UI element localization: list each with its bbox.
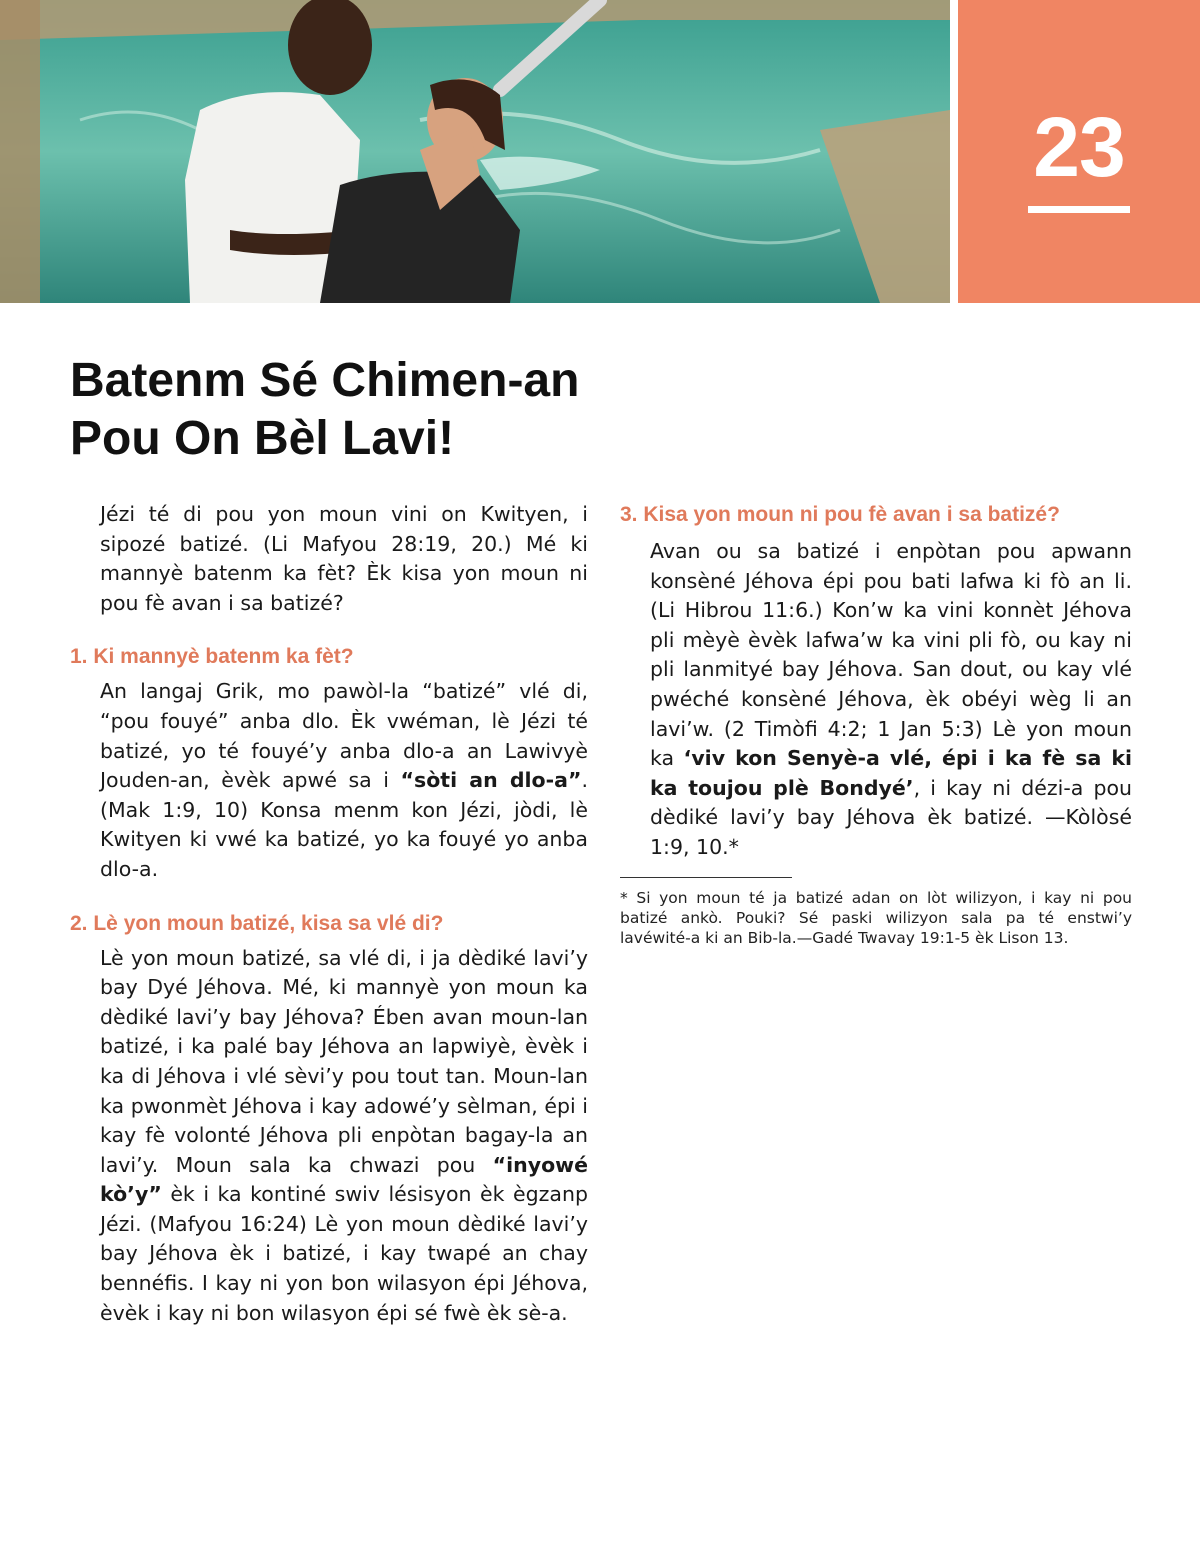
question-3-paragraph [620, 537, 1132, 863]
question-2-bold-quote: “inyowé kò’y” [100, 1152, 588, 1207]
lesson-number: 23 [1033, 100, 1125, 194]
question-3-bold-quote: ‘viv kon Senyè-a vlé, épi i ka fè sa ki ka toujou plè Bondyé’ [650, 746, 1133, 800]
question-1-text: An langaj Grik, mo pawòl-la “batizé” vlé di, “pou fouyé” anba dlo. Èk vwéman, lè Jézi té batizé, yo té fouyé’y anba dlo-a an Lawivyè Jouden-an, èvèk apwé sa i [100, 679, 588, 793]
question-3-text: Avan ou sa batizé i enpòtan pou apwann konsèné Jéhova épi pou bati lafwa ki fò an li. (Li Hibrou 11:6.) Kon’w ka vini konnèt Jéhova pli mèyè èvèk lafwa’w ka vini pli fò, ou kay ni pli lanmityé bay Jéhova. San dout, ou kay vlé pwéché konsèné Jéhova, èk obéyi wèg li an lavi’w. (2 Timòfi 4:2; 1 Jan 5:3) Lè yon moun ka [650, 539, 1132, 771]
page-title-line-1: Batenm Sé Chimen-an [70, 354, 580, 407]
question-1-bold-quote: “sòti an dlo-a” [400, 768, 582, 793]
question-1-paragraph [70, 677, 588, 884]
lesson-number-underline [1028, 206, 1130, 213]
question-3-heading: 3. Kisa yon moun ni pou fè avan i sa batizé? [620, 503, 1060, 526]
question-1-heading: 1. Ki mannyè batenm ka fèt? [70, 645, 354, 669]
intro-paragraph: Jézi té di pou yon moun vini on Kwityen, i sipozé batizé. (Li Mafyou 28:19, 20.) Mé ki mannyè batenm ka fèt? Èk kisa yon moun ni pou fè avan i sa batizé? [100, 502, 588, 615]
footnote-text: * Si yon moun té ja batizé adan on lòt wilizyon, i kay ni pou batizé ankò. Pouki? Sé paski wilizyon sala pa té enstwi’y lavéwité-a ki an Bib-la.—Gadé Twavay 19:1-5 èk Lison 13. [620, 888, 1132, 947]
lesson-number-box [958, 0, 1200, 303]
question-1-text-end: . (Mak 1:9, 10) Konsa menm kon Jézi, jòdi, lè Kwityen ki vwé ka batizé, yo ka fouyé yo anba dlo-a. [100, 768, 588, 881]
question-2-text: Lè yon moun batizé, sa vlé di, i ja dèdiké lavi’y bay Dyé Jéhova. Mé, ki mannyè yon moun ka dèdiké lavi’y bay Jéhova? Ében avan moun-lan batizé, i ka palé bay Jéhova an lapwiyè, èvèk i ka di Jéhova i vlé sèvi’y pou tout tan. Moun-lan ka pwonmèt Jéhova i kay adowé’y sèlman, épi i kay fè volonté Jéhova pli enpòtan bagay-la an lavi’y. Moun sala ka chwazi pou [100, 945, 588, 1177]
footnote [620, 888, 1132, 948]
question-3-text-end: , i kay ni dézi-a pou dèdiké lavi’y bay Jéhova èk batizé. —Kòlòsé 1:9, 10.* [650, 775, 1132, 859]
hero-photo [0, 0, 950, 303]
footnote-divider [620, 877, 792, 878]
page-title [70, 352, 770, 468]
page-title-line-2: Pou On Bèl Lavi! [70, 412, 455, 465]
question-2-paragraph [70, 944, 588, 1329]
question-2-heading: 2. Lè yon moun batizé, kisa sa vlé di? [70, 911, 444, 935]
baptism-photo-illustration [0, 0, 950, 303]
right-column [620, 500, 1132, 948]
left-column [70, 500, 588, 1328]
question-2-text-end: èk i ka kontiné swiv lésisyon èk ègzanp Jézi. (Mafyou 16:24) Lè yon moun dèdiké lavi’y bay Jéhova èk i batizé, i kay twapé an chay bennéfis. I kay ni yon bon wilasyon épi Jéhova, èvèk i kay ni bon wilasyon épi sé fwè èk sè-a. [100, 1182, 588, 1325]
